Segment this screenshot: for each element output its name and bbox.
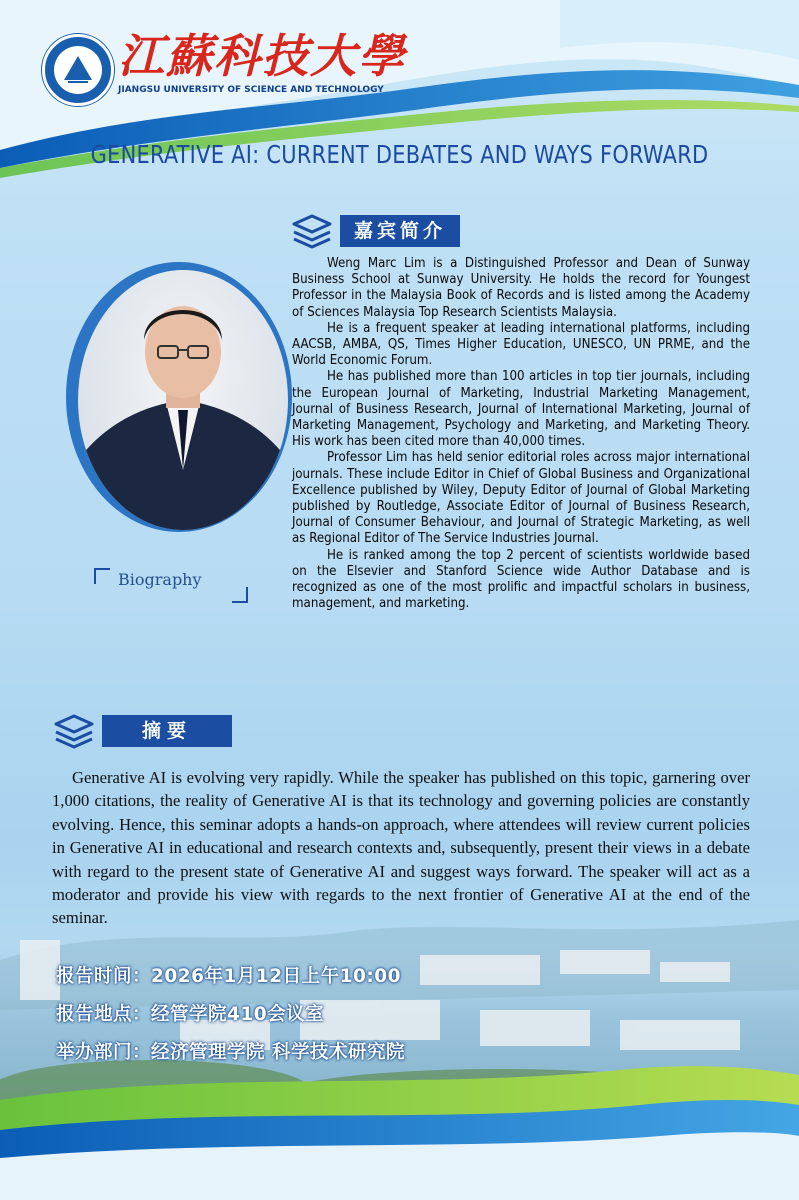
abstract-section-label: 摘要 xyxy=(102,715,232,747)
layers-icon xyxy=(290,212,334,250)
speaker-bio xyxy=(292,256,750,612)
bracket-bottom-right xyxy=(232,587,248,603)
bio-paragraph: Weng Marc Lim is a Distinguished Professor and Dean of Sunway Business School at Sunway University. He holds the record for Youngest Professor in the Malaysia Book of Records and is listed among the Academy of Sciences Malaysia Top Research Scientists Malaysia. xyxy=(292,256,750,320)
abstract-paragraph: Generative AI is evolving very rapidly. While the speaker has published on this topic, garnering over 1,000 citations, the reality of Generative AI is that its technology and governing policies are constantly evolving. Hence, this seminar adopts a hands-on approach, where attendees will review current policies in Generative AI in educational and research contexts and, subsequently, present their views in a debate with regard to the present state of Generative AI and suggest ways forward. The speaker will act as a moderator and provide his view with regards to the next frontier of Generative AI at the end of the seminar. xyxy=(52,768,750,928)
speaker-section-header xyxy=(290,212,460,250)
university-seal xyxy=(42,34,114,106)
bio-paragraph: He is a frequent speaker at leading international platforms, including AACSB, AMBA, QS, Times Higher Education, UNESCO, UN PRME, and the World Economic Forum. xyxy=(292,320,750,369)
university-name-cn: 江蘇科技大學 xyxy=(118,29,406,83)
seal-emblem-icon xyxy=(54,46,102,94)
biography-label: Biography xyxy=(118,570,202,589)
seminar-title: GENERATIVE AI: CURRENT DEBATES AND WAYS FORWARD xyxy=(90,140,709,169)
layers-icon xyxy=(52,712,96,750)
abstract-section-header xyxy=(52,712,232,750)
speaker-photo xyxy=(78,270,288,530)
bracket-top-left xyxy=(94,568,110,584)
bio-paragraph: He is ranked among the top 2 percent of scientists worldwide based on the Elsevier and Stanford Science wide Author Database and is recognized as one of the most prolific and impactful scholars in business, management, and marketing. xyxy=(292,547,750,612)
bio-paragraph: Professor Lim has held senior editorial roles across major international journals. These include Editor in Chief of Global Business and Organizational Excellence published by Wiley, Deputy Editor of Journal of Global Marketing published by Routledge, Associate Editor of Journal of Business Research, Journal of Consumer Behaviour, and Journal of Strategic Marketing, as well as Regional Editor of The Service Industries Journal. xyxy=(292,450,750,547)
event-location: 报告地点：经管学院410会议室 xyxy=(56,1004,325,1025)
event-organizer: 举办部门：经济管理学院 科学技术研究院 xyxy=(56,1042,405,1063)
bio-paragraph: He has published more than 100 articles in top tier journals, including the European Journal of Marketing, Industrial Marketing Management, Journal of Business Research, Journal of International Marketing, Journal of Marketing Management, Psychology and Marketing, and Marketing Theory. His work has been cited more than 40,000 times. xyxy=(292,369,750,450)
speaker-section-label: 嘉宾简介 xyxy=(340,215,460,247)
university-name-en: JIANGSU UNIVERSITY OF SCIENCE AND TECHNOLOGY xyxy=(118,85,384,95)
event-time: 报告时间：2026年1月12日上午10:00 xyxy=(56,966,401,987)
